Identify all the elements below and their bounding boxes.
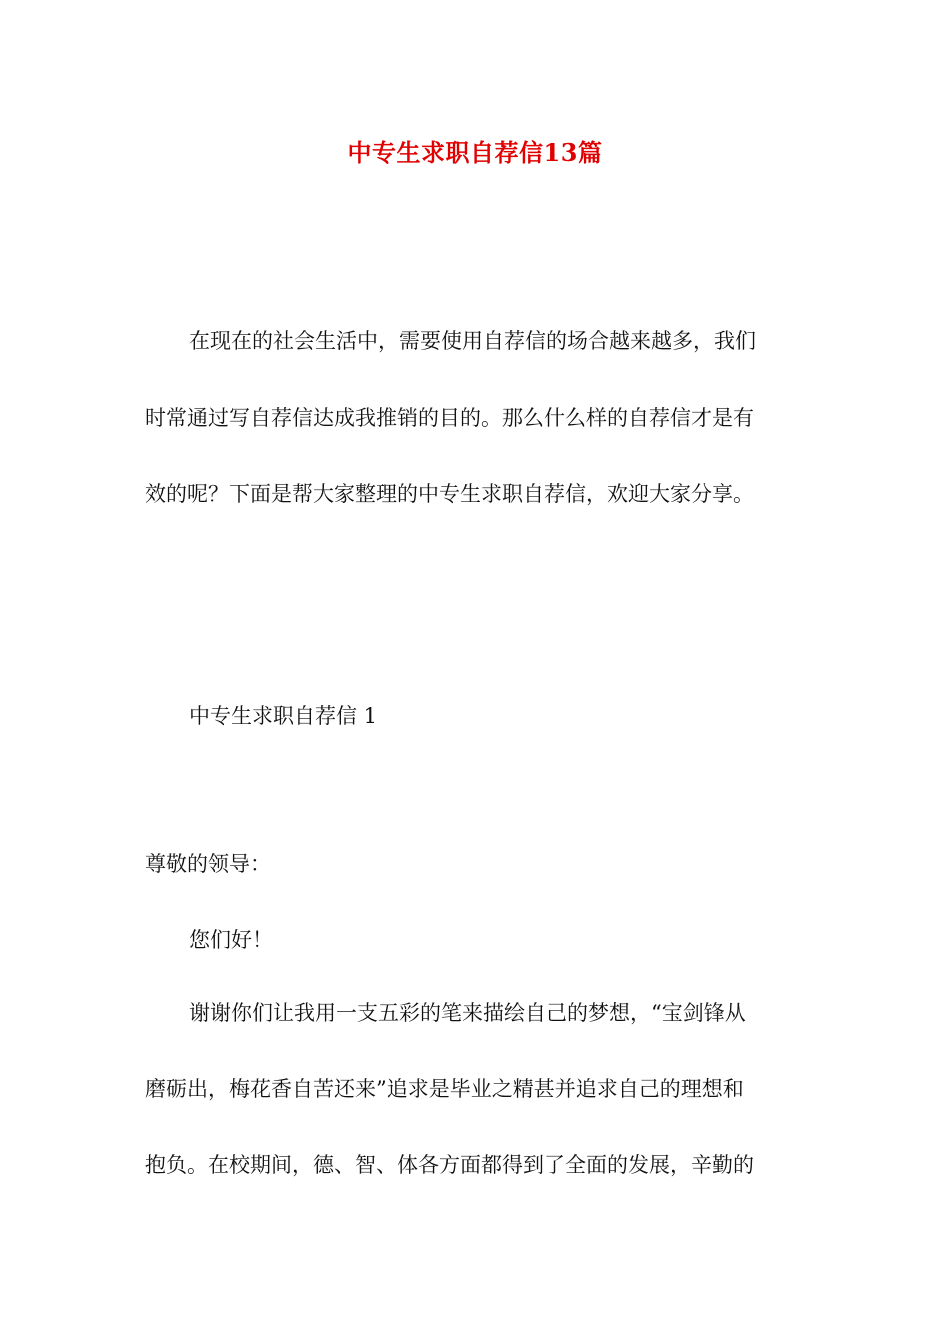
document-title: 中专生求职自荐信13篇 (347, 138, 603, 167)
body-line-1: 谢谢你们让我用一支五彩的笔来描绘自己的梦想，“宝剑锋从 (189, 1001, 746, 1025)
salutation: 尊敬的领导： (145, 852, 271, 876)
body-line-3: 抱负。在校期间，德、智、体各方面都得到了全面的发展，辛勤的 (145, 1153, 754, 1177)
greeting: 您们好！ (189, 928, 273, 952)
body-line-2: 磨砺出，梅花香自苦还来”追求是毕业之精甚并追求自己的理想和 (145, 1077, 744, 1101)
intro-line-3: 效的呢？下面是帮大家整理的中专生求职自荐信，欢迎大家分享。 (145, 482, 754, 506)
intro-line-1: 在现在的社会生活中，需要使用自荐信的场合越来越多，我们 (189, 329, 756, 353)
intro-line-2: 时常通过写自荐信达成我推销的目的。那么什么样的自荐信才是有 (145, 406, 754, 430)
section-heading: 中专生求职自荐信 1 (189, 704, 378, 728)
